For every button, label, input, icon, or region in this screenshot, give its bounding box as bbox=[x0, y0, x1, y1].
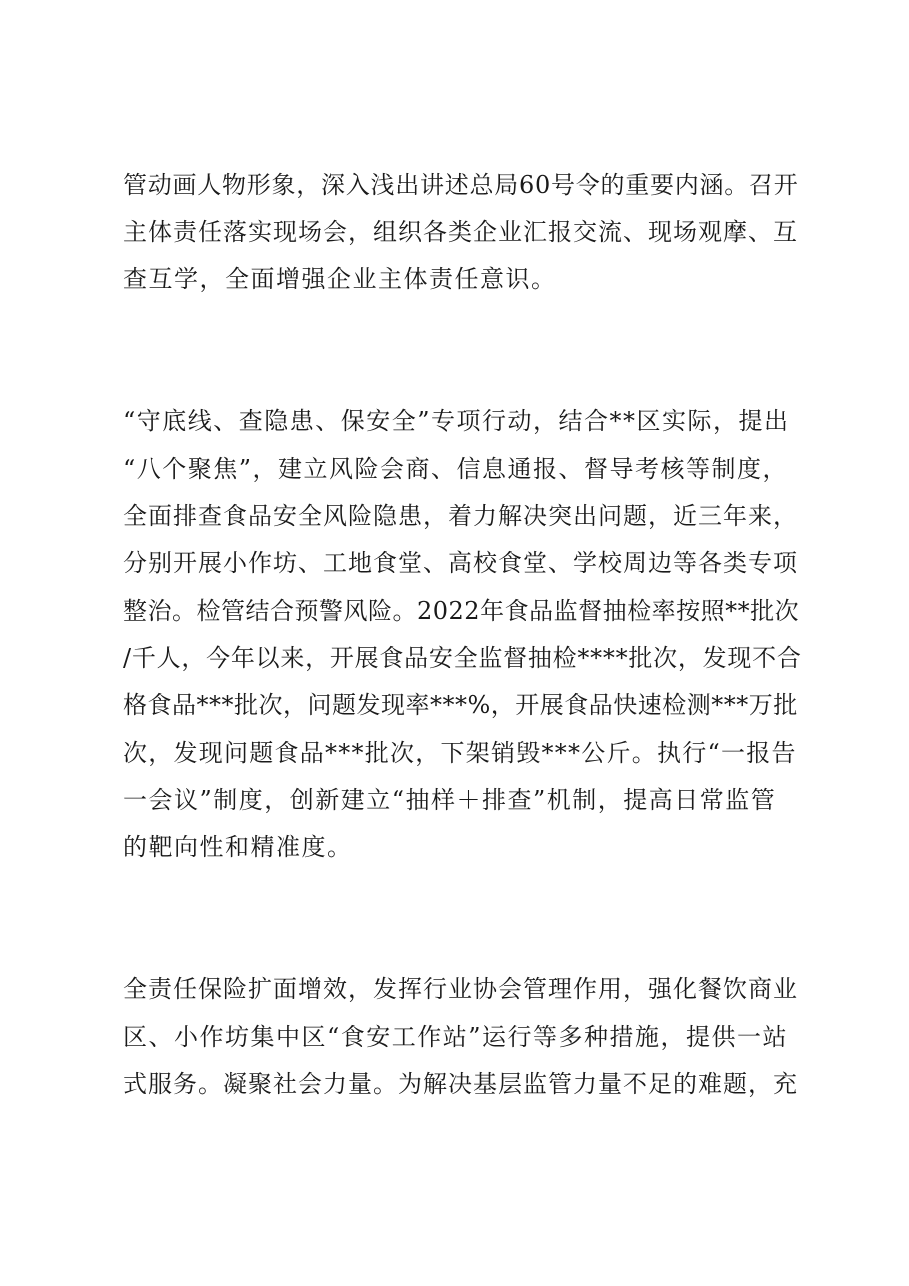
paragraph-line: “守底线、查隐患、保安全”专项行动，结合**区实际，提出 bbox=[123, 407, 790, 435]
paragraph-line bbox=[171, 920, 851, 964]
paragraph-line: 查互学，全面增强企业主体责任意识。 bbox=[123, 265, 557, 293]
paragraph-line: 的靶向性和精准度。 bbox=[123, 833, 353, 861]
section-heading bbox=[171, 873, 851, 917]
paragraph-line: 整治。检管结合预警风险。2022年食品监督抽检率按照**批次 bbox=[123, 597, 800, 625]
paragraph-line: 一会议”制度，创新建立“抽样＋排查”机制，提高日常监管 bbox=[123, 786, 777, 814]
paragraph-line: /千人，今年以来，开展食品安全监督抽检****批次，发现不合 bbox=[123, 644, 802, 672]
paragraph-line: 主体责任落实现场会，组织各类企业汇报交流、现场观摩、互 bbox=[123, 218, 798, 246]
paragraph-line: 格食品***批次，问题发现率***%，开展食品快速检测***万批 bbox=[123, 691, 798, 719]
paragraph-line: 全责任保险扩面增效，发挥行业协会管理作用，强化餐饮商业 bbox=[123, 975, 798, 1003]
paragraph-line bbox=[171, 352, 851, 396]
paragraph-line: 分别开展小作坊、工地食堂、高校食堂、学校周边等各类专项 bbox=[123, 549, 798, 577]
paragraph-line: 全面排查食品安全风险隐患，着力解决突出问题，近三年来， bbox=[123, 502, 798, 530]
paragraph-line: “八个聚焦”，建立风险会商、信息通报、督导考核等制度， bbox=[123, 455, 789, 483]
paragraph-line: 次，发现问题食品***批次，下架销毁***公斤。执行“一报告 bbox=[123, 739, 797, 767]
paragraph-line: 管动画人物形象，深入浅出讲述总局60号令的重要内涵。召开 bbox=[123, 171, 799, 199]
paragraph-line: 区、小作坊集中区“食安工作站”运行等多种措施，提供一站 bbox=[123, 1023, 789, 1051]
section-heading bbox=[171, 305, 851, 349]
paragraph-line: 式服务。凝聚社会力量。为解决基层监管力量不足的难题，充 bbox=[123, 1070, 798, 1098]
